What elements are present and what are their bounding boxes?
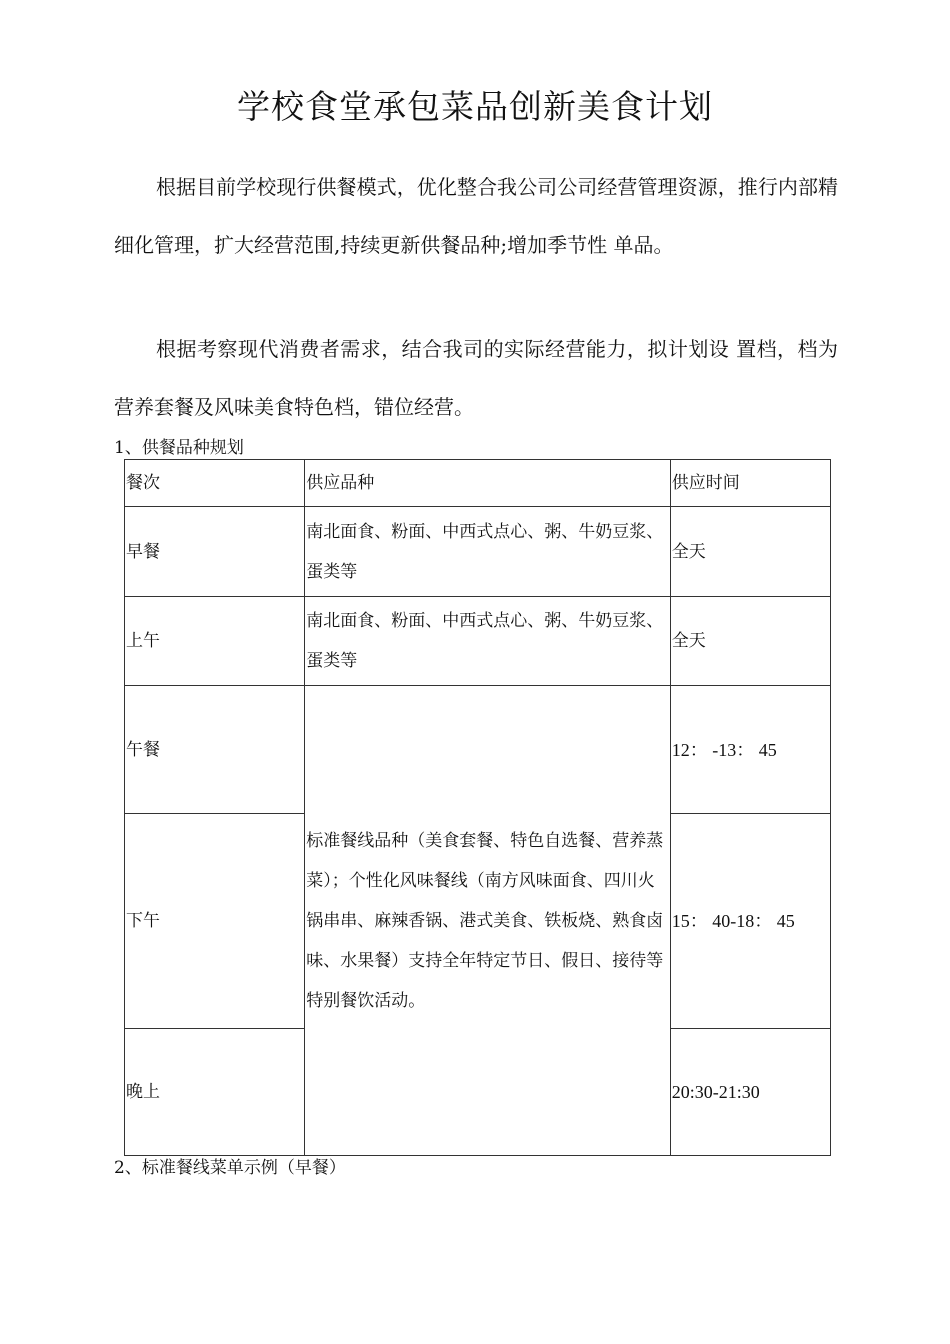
section-heading-1: 1、供餐品种规划	[114, 438, 244, 458]
cell-meal: 午餐	[125, 686, 305, 814]
section-heading-2: 2、标准餐线菜单示例（早餐）	[114, 1158, 346, 1178]
paragraph-1: 根据目前学校现行供餐模式，优化整合我公司公司经营管理资源，推行内部精细化管理，扩大经营范围,持续更新供餐品种;增加季节性 单品。	[114, 175, 838, 257]
cell-time: 15： 40-18： 45	[670, 814, 830, 1029]
paragraph-2: 根据考察现代消费者需求，结合我司的实际经营能力，拟计划设 置档，档为营养套餐及风味美食特色档，错位经营。	[114, 337, 838, 419]
cell-time: 全天	[670, 507, 830, 597]
table-row	[125, 507, 831, 597]
header-time: 供应时间	[670, 460, 830, 507]
header-items: 供应品种	[305, 460, 671, 507]
table-header-row	[125, 460, 831, 507]
cell-time: 12： -13： 45	[670, 686, 830, 814]
cell-meal: 下午	[125, 814, 305, 1029]
cell-time: 20:30-21:30	[670, 1029, 830, 1156]
header-meal: 餐次	[125, 460, 305, 507]
cell-meal: 上午	[125, 597, 305, 686]
cell-items-merged: 标准餐线品种（美食套餐、特色自选餐、营养蒸菜）；个性化风味餐线（南方风味面食、四川火锅串串、麻辣香锅、港式美食、铁板烧、熟食卤味、水果餐）支持全年特定节日、假日、接待等特别餐饮活动。	[305, 686, 671, 1156]
cell-meal: 晚上	[125, 1029, 305, 1156]
cell-time: 全天	[670, 597, 830, 686]
cell-items: 南北面食、粉面、中西式点心、粥、牛奶豆浆、蛋类等	[305, 597, 671, 686]
meal-plan-table	[124, 459, 831, 1156]
cell-meal: 早餐	[125, 507, 305, 597]
cell-items: 南北面食、粉面、中西式点心、粥、牛奶豆浆、蛋类等	[305, 507, 671, 597]
document-title: 学校食堂承包菜品创新美食计划	[237, 87, 713, 126]
table-row	[125, 686, 831, 814]
table-row	[125, 597, 831, 686]
